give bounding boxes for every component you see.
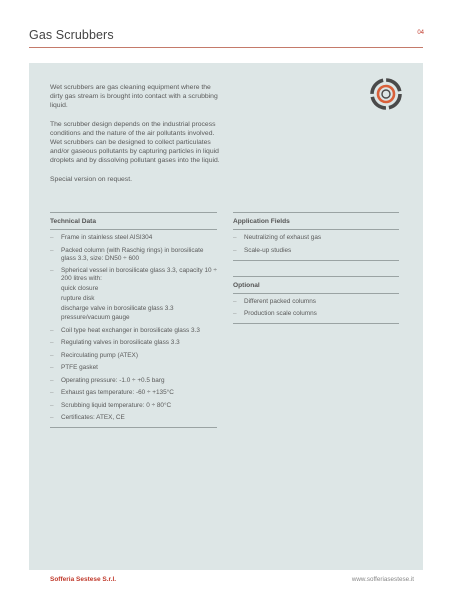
list-subitem: discharge valve in borosilicate glass 3.3 (61, 304, 174, 312)
dash-bullet: – (50, 234, 54, 241)
list-item-text: Packed column (with Raschig rings) in borosilicate glass 3.3, size: DN50 ÷ 600 (61, 246, 204, 262)
list-item-text: Coil type heat exchanger in borosilicate glass 3.3 (61, 326, 200, 334)
page-header (29, 28, 424, 48)
footer-company: Sofferia Sestese S.r.l. (50, 576, 117, 583)
page-number: 04 (417, 30, 424, 36)
list-item-text: Neutralizing of exhaust gas (244, 234, 322, 241)
dash-bullet: – (50, 389, 54, 397)
dash-bullet: – (50, 267, 54, 275)
list-item (50, 364, 217, 372)
dash-bullet: – (50, 326, 54, 334)
dash-bullet: – (50, 364, 54, 372)
list-item-text: Production scale columns (244, 310, 317, 318)
dash-bullet: – (50, 339, 54, 347)
section-rule (233, 293, 399, 294)
list-item (233, 310, 399, 318)
list-item (50, 414, 217, 422)
section-rule (50, 427, 217, 428)
footer-url-link[interactable]: www.sofferiasestese.it (351, 576, 414, 583)
technical-data-list (50, 234, 217, 422)
list-item-text: Operating pressure: -1.0 ÷ +0.5 barg (61, 376, 165, 384)
list-subitem: quick closure (61, 285, 99, 293)
application-fields-title: Application Fields (233, 218, 290, 225)
list-item-text: Regulating valves in borosilicate glass 3.3 (61, 339, 180, 347)
technical-data-section (50, 212, 217, 428)
technical-data-title: Technical Data (50, 218, 97, 225)
list-item (50, 377, 217, 385)
section-rule (233, 323, 399, 324)
dash-bullet: – (50, 246, 54, 254)
list-item-text: Scrubbing liquid temperature: 0 ÷ 80°C (61, 401, 172, 409)
dash-bullet: – (233, 310, 237, 318)
dash-bullet: – (233, 297, 237, 305)
list-item (50, 247, 217, 263)
list-item (50, 327, 217, 335)
dash-bullet: – (50, 376, 54, 384)
list-item-text: Exhaust gas temperature: -60 ÷ +135°C (61, 389, 174, 397)
optional-list (233, 298, 399, 319)
list-item (50, 389, 217, 397)
list-item-text: Frame in stainless steel AISI304 (61, 234, 153, 241)
intro-paragraph-1: Wet scrubbers are gas cleaning equipment where the dirty gas stream is brought into contact with a scrubbing liquid. (50, 84, 218, 110)
intro-paragraph-2: The scrubber design depends on the industrial process conditions and the nature of the air pollutants involved. Wet scrubbers can be designed to collect particulates and/or gaseous pollutants by capturing particles in liquid droplets and by dissolving pollutant gases into the liquid. (50, 120, 220, 165)
section-rule (50, 229, 217, 230)
list-item-text: PTFE gasket (61, 364, 98, 372)
list-item (50, 267, 217, 322)
application-fields-section (233, 212, 399, 261)
list-subitem: pressure/vacuum gauge (61, 314, 130, 322)
header-rule (29, 47, 423, 48)
section-rule (233, 260, 399, 261)
list-item-text: Spherical vessel in borosilicate glass 3.3, capacity 10 ÷ 200 litres with: (61, 267, 217, 283)
list-item (233, 234, 399, 242)
list-item-text: Recirculating pump (ATEX) (61, 351, 138, 359)
optional-title: Optional (233, 281, 260, 289)
list-item-text: Certificates: ATEX, CE (61, 414, 125, 422)
list-item (50, 234, 217, 242)
sofferia-logo-icon (369, 77, 403, 111)
page-title: Gas Scrubbers (29, 28, 114, 42)
dash-bullet: – (233, 246, 237, 254)
right-column (233, 212, 399, 324)
intro-text (50, 83, 225, 193)
section-rule (233, 229, 399, 230)
list-subitem: rupture disk (61, 294, 95, 302)
application-fields-list (233, 234, 399, 255)
dash-bullet: – (50, 414, 54, 422)
dash-bullet: – (233, 234, 237, 241)
list-item (50, 352, 217, 360)
dash-bullet: – (50, 351, 54, 359)
list-item (233, 247, 399, 255)
list-item (233, 298, 399, 306)
intro-paragraph-3: Special version on request. (50, 175, 132, 183)
dash-bullet: – (50, 401, 54, 409)
optional-section (233, 276, 399, 325)
list-item-text: Scale-up studies (244, 246, 292, 254)
list-item (50, 402, 217, 410)
list-item (50, 339, 217, 347)
list-item-text: Different packed columns (244, 297, 316, 305)
